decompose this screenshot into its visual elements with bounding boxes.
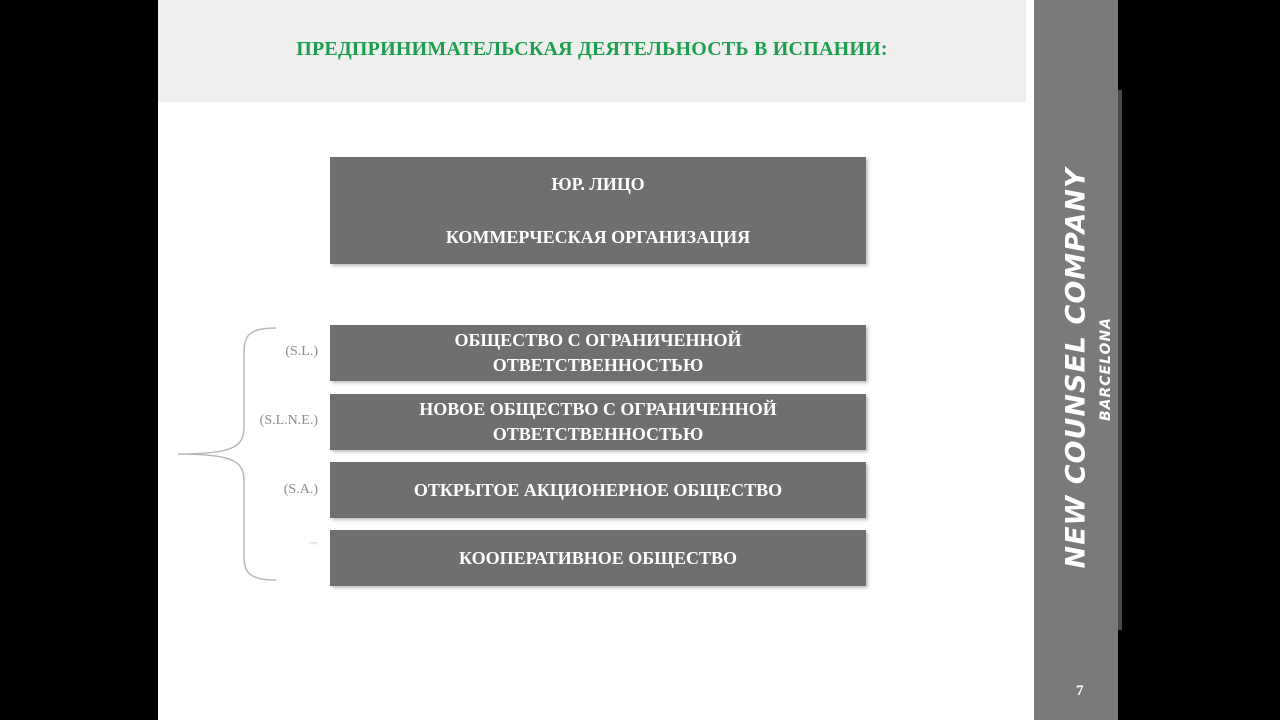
entity-label-line1: КООПЕРАТИВНОЕ ОБЩЕСТВО [459, 547, 737, 568]
slide-header [158, 0, 1026, 102]
slide [158, 0, 1034, 720]
entity-box-coop [330, 530, 866, 586]
legal-entity-box [330, 157, 866, 264]
brand-name: NEW COUNSEL COMPANY [1060, 167, 1092, 569]
entity-label-line1: ОТКРЫТОЕ АКЦИОНЕРНОЕ ОБЩЕСТВО [413, 479, 783, 500]
slide-title: ПРЕДПРИНИМАТЕЛЬСКАЯ ДЕЯТЕЛЬНОСТЬ В ИСПАНИИ: [296, 38, 888, 60]
entity-abbr: "" [309, 540, 318, 552]
entity-box-slne [330, 394, 866, 450]
entity-abbr: (S.L.) [285, 344, 318, 359]
entity-label-line2: ОТВЕТСТВЕННОСТЬЮ [492, 355, 704, 375]
brand-city: BARCELONA [1098, 317, 1114, 421]
entity-abbr: (S.A.) [283, 482, 318, 497]
brand-sidebar [1034, 0, 1118, 720]
entity-label-line1: НОВОЕ ОБЩЕСТВО С ОГРАНИЧЕННОЙ [419, 399, 777, 419]
page-number: 7 [1076, 683, 1084, 699]
legal-entity-label: ЮР. ЛИЦО [551, 173, 645, 194]
entity-box-sa [330, 462, 866, 518]
entity-box-sl [330, 325, 866, 381]
commercial-organization-label: КОММЕРЧЕСКАЯ ОРГАНИЗАЦИЯ [445, 226, 751, 247]
entity-abbr: (S.L.N.E.) [259, 413, 318, 428]
entity-label-line2: ОТВЕТСТВЕННОСТЬЮ [492, 424, 704, 444]
entity-label-line1: ОБЩЕСТВО С ОГРАНИЧЕННОЙ [454, 330, 742, 350]
side-photo-strip [1118, 90, 1122, 630]
